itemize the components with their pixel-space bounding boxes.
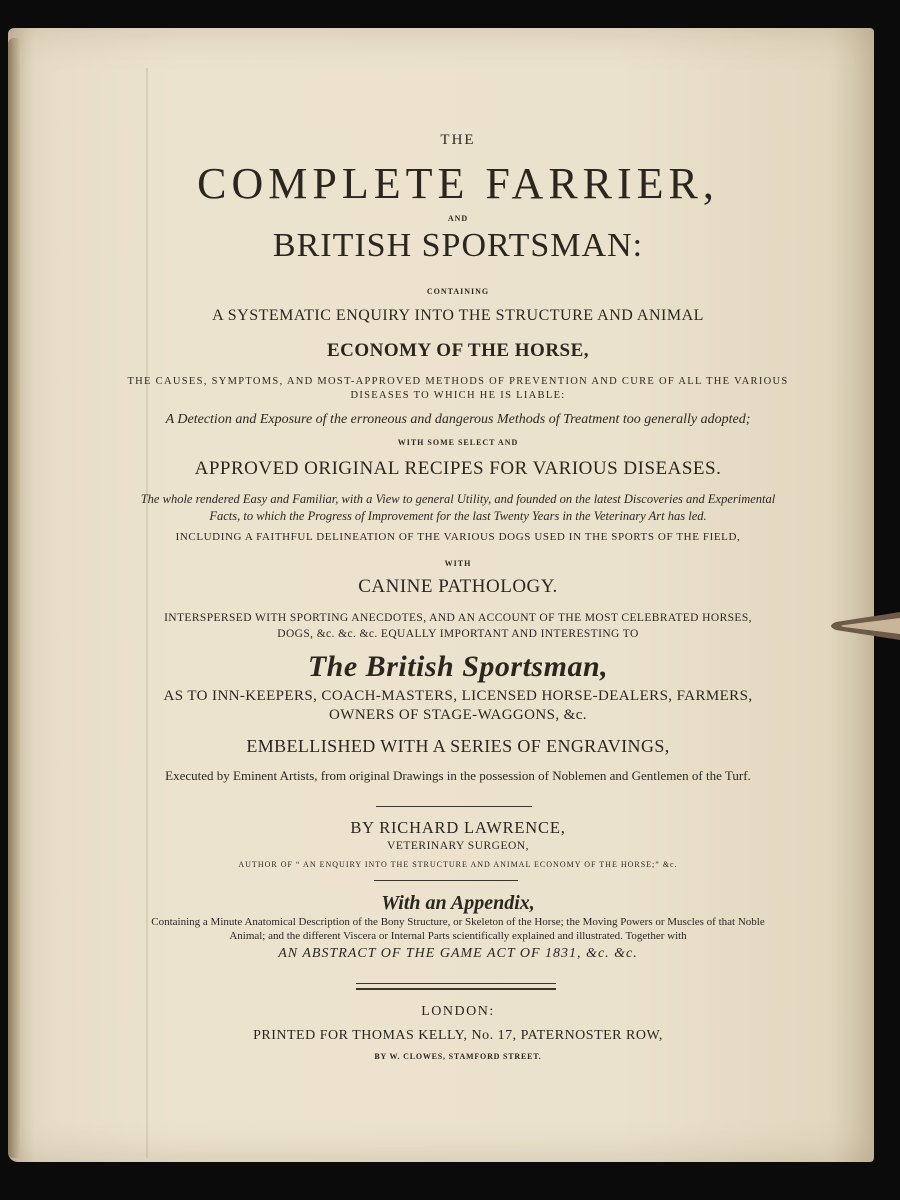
author-of-line: AUTHOR OF “ AN ENQUIRY INTO THE STRUCTURE AND ANIMAL ECONOMY OF THE HORSE;” &c. <box>238 860 678 869</box>
appendix-description-line-2: Animal; and the different Viscera or Internal Parts scientifically explained and illustrated. Together with <box>229 930 687 942</box>
bookmark-clip-icon <box>826 606 900 646</box>
enquiry-line: A SYSTEMATIC ENQUIRY INTO THE STRUCTURE AND ANIMAL <box>212 307 704 324</box>
british-sportsman-blackletter: The British Sportsman, <box>307 650 609 683</box>
recipes-line: APPROVED ORIGINAL RECIPES FOR VARIOUS DISEASES. <box>194 458 722 479</box>
imprint-publisher: PRINTED FOR THOMAS KELLY, No. 17, PATERNOSTER ROW, <box>253 1028 663 1043</box>
causes-line-1: THE CAUSES, SYMPTOMS, AND MOST-APPROVED METHODS OF PREVENTION AND CURE OF ALL THE VARIOUS <box>127 376 789 387</box>
causes-line-2: DISEASES TO WHICH HE IS LIABLE: <box>350 390 566 401</box>
executed-line: Executed by Eminent Artists, from original Drawings in the possession of Noblemen and Gentlemen of the Turf. <box>165 768 751 783</box>
economy-line: ECONOMY OF THE HORSE, <box>326 340 590 361</box>
author-title: VETERINARY SURGEON, <box>387 840 529 852</box>
and-connector: AND <box>447 214 469 223</box>
imprint-city: LONDON: <box>421 1004 495 1019</box>
appendix-heading: With an Appendix, <box>381 892 535 914</box>
inn-keepers-line-1: AS TO INN-KEEPERS, COACH-MASTERS, LICENSED HORSE-DEALERS, FARMERS, <box>163 688 753 704</box>
whole-line-2: Facts, to which the Progress of Improvement for the last Twenty Years in the Veterinary Art has led. <box>209 509 707 523</box>
divider-rule <box>376 806 532 807</box>
title-page <box>8 28 874 1162</box>
interspersed-line-2: DOGS, &c. &c. &c. EQUALLY IMPORTANT AND INTERESTING TO <box>277 628 639 640</box>
containing-label: CONTAINING <box>426 287 490 296</box>
book-spine-edge <box>8 38 20 1158</box>
embellished-line: EMBELLISHED WITH A SERIES OF ENGRAVINGS, <box>246 736 670 756</box>
detection-line: A Detection and Exposure of the erroneous and dangerous Methods of Treatment too generally adopted; <box>165 412 751 427</box>
double-divider-rule <box>356 983 556 990</box>
canine-line: CANINE PATHOLOGY. <box>358 576 558 597</box>
whole-line-1: The whole rendered Easy and Familiar, with a View to general Utility, and founded on the latest Discoveries and Experimental <box>140 492 776 506</box>
with-label: WITH <box>444 559 472 568</box>
game-act-line: AN ABSTRACT OF THE GAME ACT OF 1831, &c. &c. <box>278 946 638 961</box>
divider-rule <box>374 880 518 881</box>
main-title: COMPLETE FARRIER, <box>197 159 719 208</box>
appendix-description-line-1: Containing a Minute Anatomical Description of the Bony Structure, or Skeleton of the Horse; the Moving Powers or Muscles of that Noble <box>151 916 765 928</box>
author-byline: BY RICHARD LAWRENCE, <box>350 818 566 837</box>
interspersed-line-1: INTERSPERSED WITH SPORTING ANECDOTES, AND AN ACCOUNT OF THE MOST CELEBRATED HORSES, <box>164 612 752 624</box>
subtitle: BRITISH SPORTSMAN: <box>272 227 644 264</box>
the-heading: THE <box>440 132 476 148</box>
inn-keepers-line-2: OWNERS OF STAGE-WAGGONS, &c. <box>329 707 587 723</box>
imprint-printer: BY W. CLOWES, STAMFORD STREET. <box>374 1052 542 1061</box>
with-some-select-label: WITH SOME SELECT AND <box>397 438 519 447</box>
including-line: INCLUDING A FAITHFUL DELINEATION OF THE VARIOUS DOGS USED IN THE SPORTS OF THE FIELD, <box>175 531 741 543</box>
